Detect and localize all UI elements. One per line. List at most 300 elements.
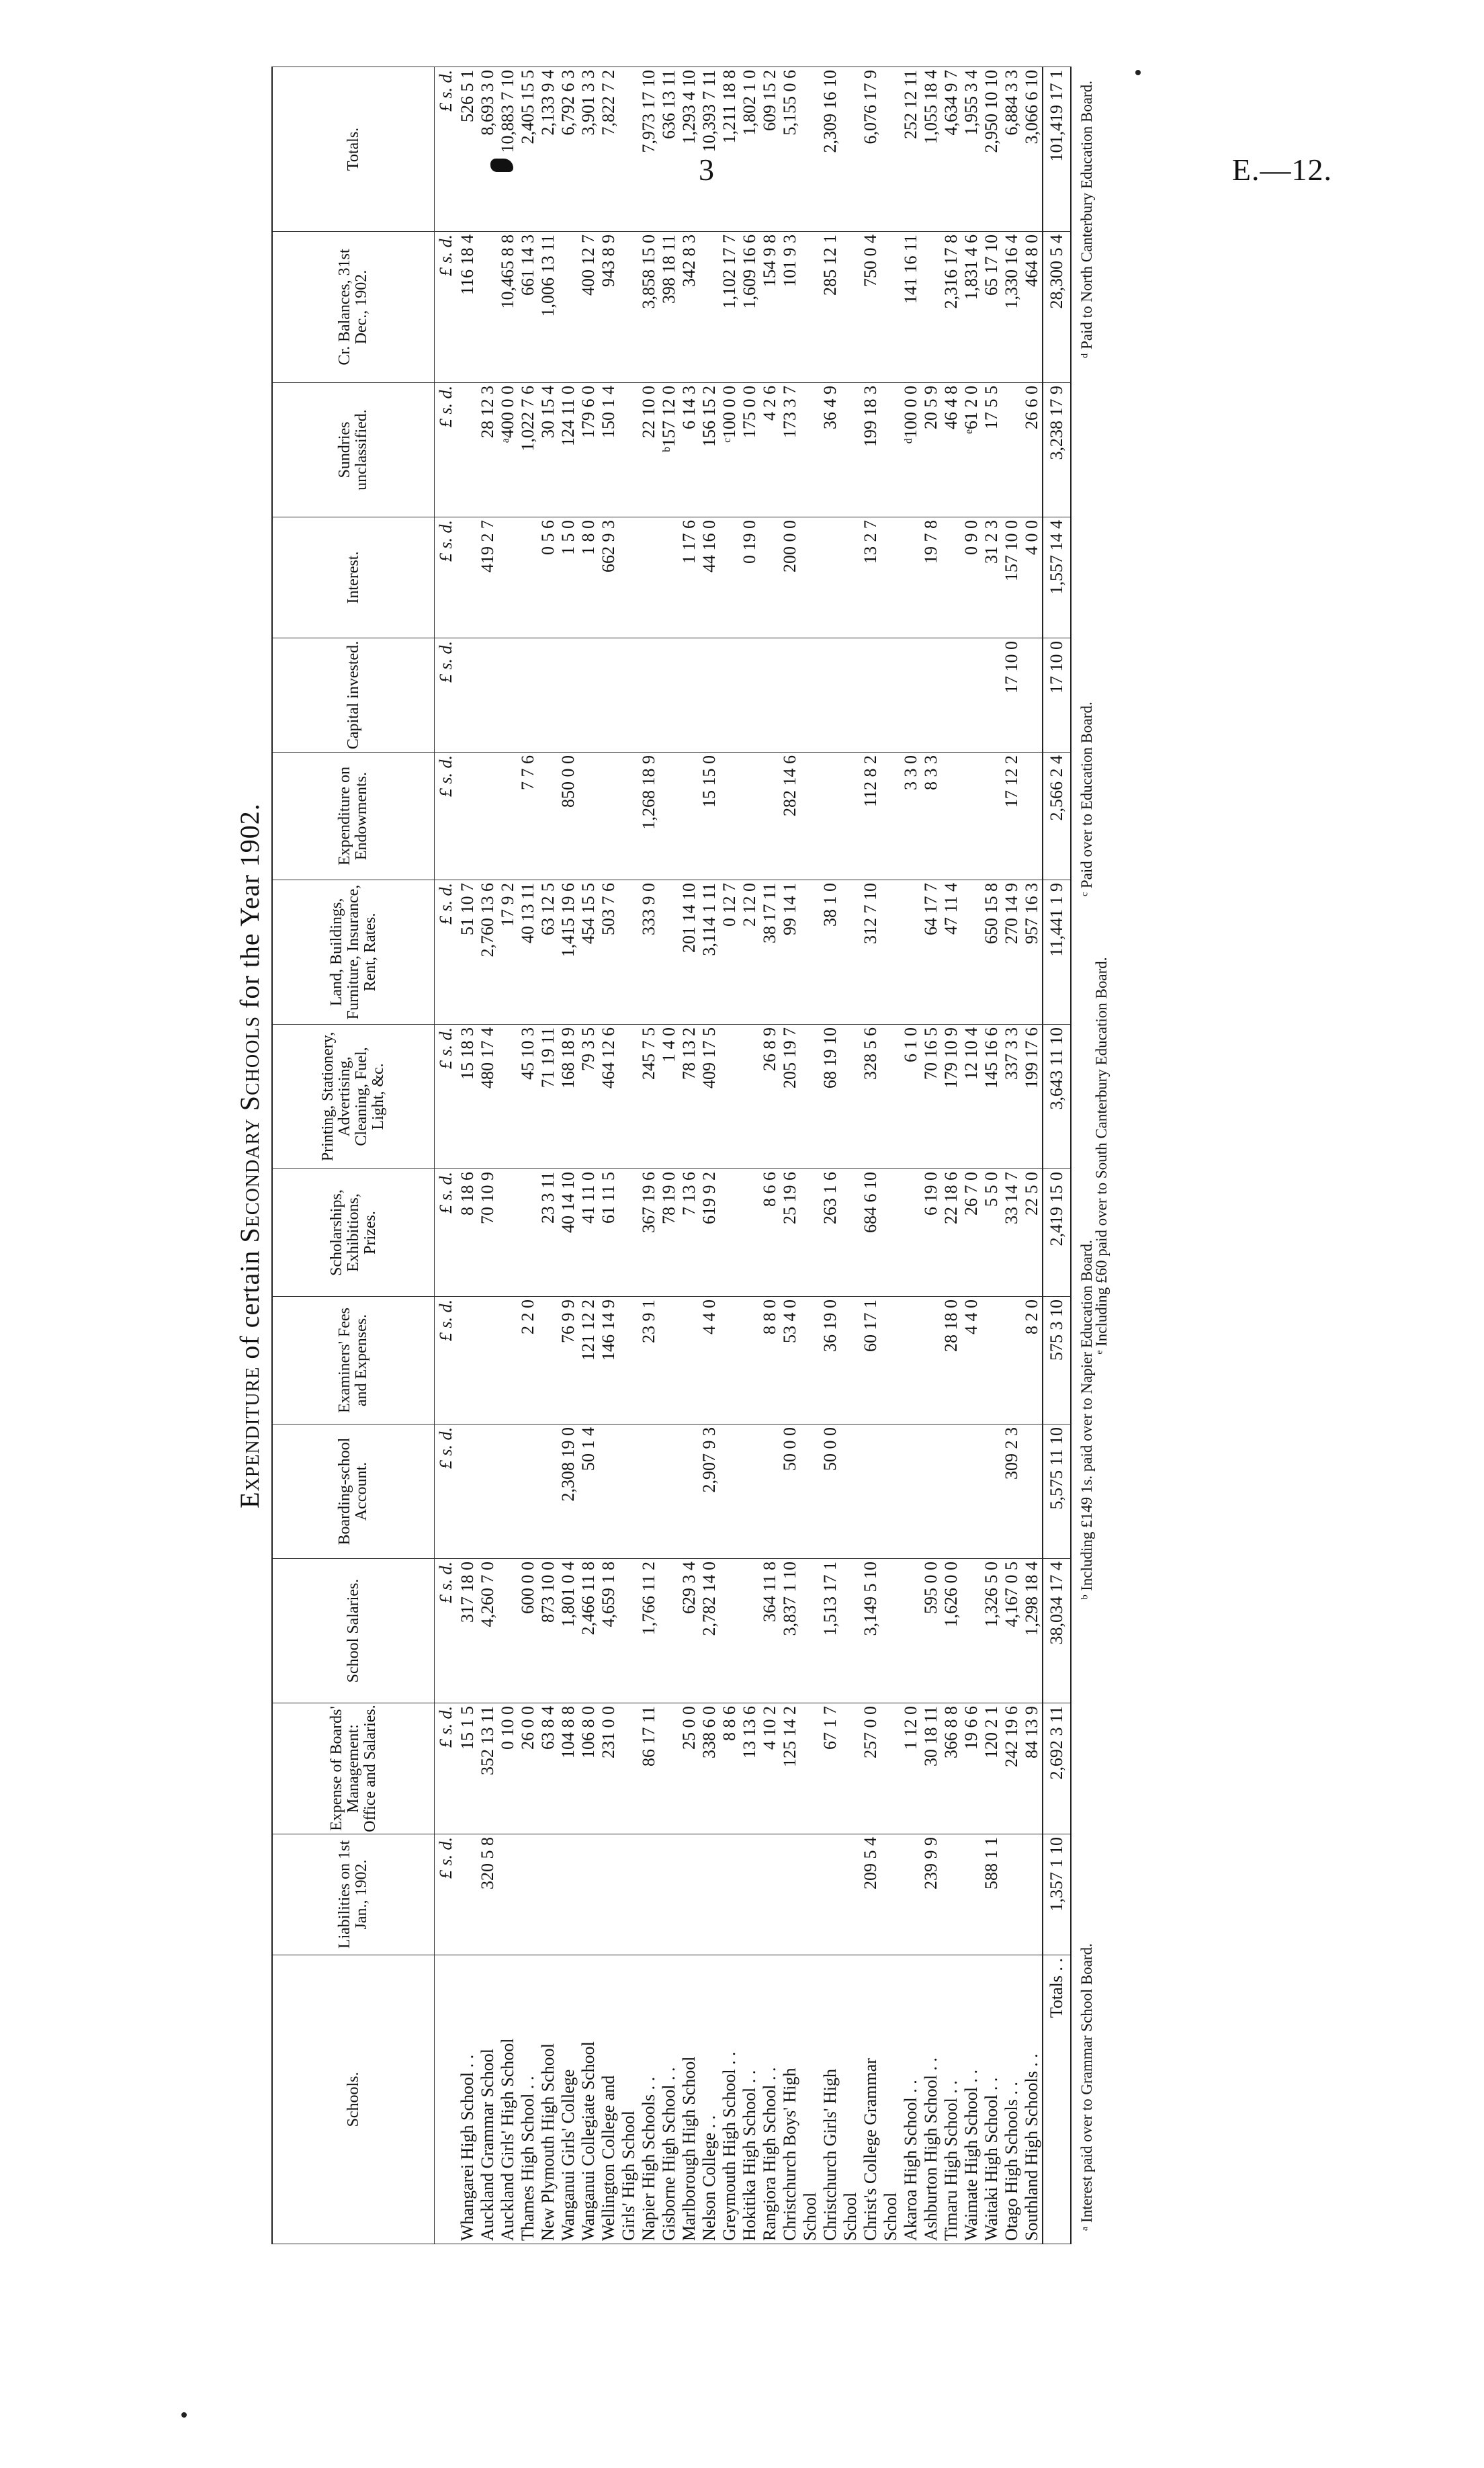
amount-cell <box>881 1297 901 1424</box>
amount-cell: 3,837 1 10 <box>780 1559 800 1703</box>
amount-cell <box>498 1834 518 1955</box>
amount-cell: 0 9 0 <box>961 517 981 638</box>
amount-cell <box>800 880 820 1025</box>
amount-cell <box>921 1297 941 1424</box>
amount-cell: 588 1 1 <box>981 1834 1002 1955</box>
footnote-a: ᵃ Interest paid over to Grammar School Board. <box>1078 1943 1095 2231</box>
amount-cell <box>457 1297 478 1424</box>
amount-cell: 26 8 9 <box>760 1025 780 1169</box>
amount-cell: 3 3 0 <box>901 753 921 880</box>
total-cell: 2,692 3 11 <box>1043 1703 1071 1834</box>
amount-cell <box>740 1424 760 1559</box>
amount-cell: 352 13 11 <box>478 1703 498 1834</box>
amount-cell <box>881 1025 901 1169</box>
school-name: Christchurch Girls' High <box>820 1955 840 2244</box>
amount-cell: 70 10 9 <box>478 1169 498 1297</box>
amount-cell <box>800 1169 820 1297</box>
amount-cell <box>457 753 478 880</box>
amount-cell: 30 15 4 <box>538 383 558 517</box>
column-header: Boarding-school Account. <box>272 1424 435 1559</box>
amount-cell: 36 4 9 <box>820 383 840 517</box>
amount-cell: 15 15 0 <box>699 753 719 880</box>
table-row <box>800 67 820 2244</box>
amount-cell <box>981 1424 1002 1559</box>
amount-cell <box>800 1834 820 1955</box>
footnote-d: ᵈ Paid to North Canterbury Education Board. <box>1078 81 1095 358</box>
amount-cell: 71 19 11 <box>538 1025 558 1169</box>
amount-cell <box>780 1834 800 1955</box>
amount-cell <box>457 383 478 517</box>
school-name: Waitaki High School . . <box>981 1955 1002 2244</box>
amount-cell <box>961 1834 981 1955</box>
amount-cell <box>981 753 1002 880</box>
amount-cell: 26 7 0 <box>961 1169 981 1297</box>
amount-cell <box>619 1834 639 1955</box>
school-name: Southland High Schools . . <box>1022 1955 1043 2244</box>
amount-cell: 419 2 7 <box>478 517 498 638</box>
amount-cell: 179 10 9 <box>941 1025 961 1169</box>
amount-cell: 2,133 9 4 <box>538 67 558 232</box>
amount-cell: 64 17 7 <box>921 880 941 1025</box>
unit-label: £ s. d. <box>435 1559 458 1703</box>
amount-cell <box>740 1559 760 1703</box>
amount-cell: 8 8 6 <box>719 1703 740 1834</box>
school-name: Thames High School . . <box>518 1955 538 2244</box>
amount-cell <box>619 880 639 1025</box>
amount-cell <box>558 1834 578 1955</box>
amount-cell: 1,801 0 4 <box>558 1559 578 1703</box>
amount-cell: 76 9 9 <box>558 1297 578 1424</box>
table-row <box>740 67 760 2244</box>
amount-cell <box>619 1559 639 1703</box>
amount-cell: 7,822 7 2 <box>599 67 619 232</box>
column-header: Printing, Stationery, Advertising, Cleaning, Fuel, Light, &c. <box>272 1025 435 1169</box>
amount-cell: 2,316 17 8 <box>941 232 961 383</box>
amount-cell: 4,260 7 0 <box>478 1559 498 1703</box>
amount-cell: 33 14 7 <box>1002 1169 1022 1297</box>
amount-cell: 38 17 11 <box>760 880 780 1025</box>
amount-cell: 661 14 3 <box>518 232 538 383</box>
amount-cell <box>760 638 780 753</box>
amount-cell <box>740 638 760 753</box>
amount-cell: 3,149 5 10 <box>861 1559 881 1703</box>
amount-cell: 146 14 9 <box>599 1297 619 1424</box>
column-header: Schools. <box>272 1955 435 2244</box>
amount-cell: 51 10 7 <box>457 880 478 1025</box>
amount-cell <box>619 1025 639 1169</box>
amount-cell: 67 1 7 <box>820 1703 840 1834</box>
amount-cell <box>679 1424 699 1559</box>
amount-cell <box>840 67 861 232</box>
amount-cell: 15 1 5 <box>457 1703 478 1834</box>
amount-cell <box>457 638 478 753</box>
header-row <box>272 67 435 2244</box>
amount-cell <box>1002 1834 1022 1955</box>
amount-cell: 252 12 11 <box>901 67 921 232</box>
amount-cell <box>719 1559 740 1703</box>
amount-cell: 312 7 10 <box>861 880 881 1025</box>
amount-cell <box>478 1297 498 1424</box>
column-header: Totals. <box>272 67 435 232</box>
amount-cell <box>457 517 478 638</box>
column-header: Expense of Boards' Management: Office and Salaries. <box>272 1703 435 1834</box>
amount-cell <box>659 880 679 1025</box>
amount-cell <box>498 517 518 638</box>
amount-cell <box>800 1297 820 1424</box>
amount-cell <box>1022 1834 1043 1955</box>
amount-cell: 15 18 3 <box>457 1025 478 1169</box>
total-cell: 2,419 15 0 <box>1043 1169 1071 1297</box>
amount-cell: 328 5 6 <box>861 1025 881 1169</box>
amount-cell: 8 2 0 <box>1022 1297 1043 1424</box>
amount-cell <box>780 638 800 753</box>
amount-cell <box>619 1169 639 1297</box>
amount-cell <box>881 1703 901 1834</box>
amount-cell <box>961 638 981 753</box>
amount-cell <box>498 753 518 880</box>
school-name: Hokitika High School . . <box>740 1955 760 2244</box>
amount-cell <box>840 880 861 1025</box>
total-cell: 17 10 0 <box>1043 638 1071 753</box>
amount-cell <box>719 1424 740 1559</box>
amount-cell: 78 19 0 <box>659 1169 679 1297</box>
amount-cell <box>619 67 639 232</box>
unit-label: £ s. d. <box>435 1424 458 1559</box>
amount-cell <box>961 753 981 880</box>
amount-cell <box>619 517 639 638</box>
amount-cell: 1,626 0 0 <box>941 1559 961 1703</box>
total-cell: 1,557 14 4 <box>1043 517 1071 638</box>
amount-cell: 199 17 6 <box>1022 1025 1043 1169</box>
school-name: Wanganui Girls' College <box>558 1955 578 2244</box>
amount-cell <box>881 753 901 880</box>
amount-cell: 333 9 0 <box>639 880 659 1025</box>
amount-cell: 201 14 10 <box>679 880 699 1025</box>
amount-cell: 1,268 18 9 <box>639 753 659 880</box>
table-row <box>498 67 518 2244</box>
amount-cell <box>981 638 1002 753</box>
amount-cell <box>498 1025 518 1169</box>
amount-cell <box>619 753 639 880</box>
title-rest: of certain <box>234 1242 265 1367</box>
school-name: School <box>840 1955 861 2244</box>
unit-label: £ s. d. <box>435 1169 458 1297</box>
amount-cell: 63 8 4 <box>538 1703 558 1834</box>
amount-cell: 199 18 3 <box>861 383 881 517</box>
table-row <box>457 67 478 2244</box>
amount-cell <box>719 1025 740 1169</box>
amount-cell: 23 9 1 <box>639 1297 659 1424</box>
amount-cell <box>599 753 619 880</box>
amount-cell <box>719 1169 740 1297</box>
amount-cell <box>538 638 558 753</box>
column-header: Liabilities on 1st Jan., 1902. <box>272 1834 435 1955</box>
amount-cell <box>599 1424 619 1559</box>
amount-cell: 619 9 2 <box>699 1169 719 1297</box>
amount-cell <box>961 1424 981 1559</box>
amount-cell <box>800 638 820 753</box>
amount-cell: 17 5 5 <box>981 383 1002 517</box>
amount-cell: 6 1 0 <box>901 1025 921 1169</box>
amount-cell: 40 13 11 <box>518 880 538 1025</box>
amount-cell: 4,634 9 7 <box>941 67 961 232</box>
amount-cell: 1 8 0 <box>578 517 599 638</box>
amount-cell <box>478 232 498 383</box>
amount-cell <box>840 1559 861 1703</box>
amount-cell: 209 5 4 <box>861 1834 881 1955</box>
amount-cell <box>961 880 981 1025</box>
amount-cell: 1,802 1 0 <box>740 67 760 232</box>
amount-cell <box>901 517 921 638</box>
amount-cell: 600 0 0 <box>518 1559 538 1703</box>
column-header: Sundries unclassified. <box>272 383 435 517</box>
table-row <box>599 67 619 2244</box>
amount-cell <box>820 638 840 753</box>
amount-cell <box>619 638 639 753</box>
amount-cell: 398 18 11 <box>659 232 679 383</box>
amount-cell <box>921 1424 941 1559</box>
units-row <box>435 67 458 2244</box>
unit-label <box>435 1955 458 2244</box>
column-header: Cr. Balances, 31st Dec., 1902. <box>272 232 435 383</box>
amount-cell: 125 14 2 <box>780 1703 800 1834</box>
amount-cell: 1 17 6 <box>679 517 699 638</box>
amount-cell <box>740 1025 760 1169</box>
amount-cell <box>518 638 538 753</box>
amount-cell <box>679 1834 699 1955</box>
amount-cell <box>740 753 760 880</box>
amount-cell <box>679 1297 699 1424</box>
amount-cell: 943 8 9 <box>599 232 619 383</box>
amount-cell <box>619 1703 639 1834</box>
amount-cell <box>881 1424 901 1559</box>
amount-cell: 2 2 0 <box>518 1297 538 1424</box>
table-row <box>619 67 639 2244</box>
school-name: Akaroa High School . . <box>901 1955 921 2244</box>
amount-cell: 141 16 11 <box>901 232 921 383</box>
amount-cell <box>599 1834 619 1955</box>
unit-label: £ s. d. <box>435 67 458 232</box>
amount-cell: 2,782 14 0 <box>699 1559 719 1703</box>
amount-cell: ᵇ157 12 0 <box>659 383 679 517</box>
amount-cell: 503 7 6 <box>599 880 619 1025</box>
amount-cell: 79 3 5 <box>578 1025 599 1169</box>
amount-cell: 1,022 7 6 <box>518 383 538 517</box>
amount-cell <box>881 67 901 232</box>
amount-cell: 231 0 0 <box>599 1703 619 1834</box>
amount-cell <box>861 1424 881 1559</box>
column-header: Interest. <box>272 517 435 638</box>
amount-cell: 1,609 16 6 <box>740 232 760 383</box>
amount-cell: 684 6 10 <box>861 1169 881 1297</box>
table-row <box>699 67 719 2244</box>
amount-cell: 145 16 6 <box>981 1025 1002 1169</box>
amount-cell <box>518 1834 538 1955</box>
amount-cell <box>719 638 740 753</box>
expenditure-table <box>271 67 1072 2244</box>
table-row <box>478 67 498 2244</box>
amount-cell: 20 5 9 <box>921 383 941 517</box>
amount-cell <box>478 1424 498 1559</box>
amount-cell <box>881 1559 901 1703</box>
school-name: Whangarei High School . . <box>457 1955 478 2244</box>
school-name: Marlborough High School <box>679 1955 699 2244</box>
table-row <box>921 67 941 2244</box>
table-row <box>1002 67 1022 2244</box>
amount-cell: 7,973 17 10 <box>639 67 659 232</box>
school-name: Timaru High School . . <box>941 1955 961 2244</box>
amount-cell: 8 18 6 <box>457 1169 478 1297</box>
table-row <box>840 67 861 2244</box>
amount-cell <box>820 1834 840 1955</box>
amount-cell: 464 12 6 <box>599 1025 619 1169</box>
amount-cell: 3,901 3 3 <box>578 67 599 232</box>
amount-cell <box>1002 1297 1022 1424</box>
amount-cell: 257 0 0 <box>861 1703 881 1834</box>
rotated-table-page <box>228 67 1384 2244</box>
amount-cell <box>699 1834 719 1955</box>
amount-cell: 65 17 10 <box>981 232 1002 383</box>
amount-cell <box>840 638 861 753</box>
amount-cell <box>659 1424 679 1559</box>
table-row <box>1022 67 1043 2244</box>
amount-cell: 17 10 0 <box>1002 638 1022 753</box>
amount-cell <box>679 753 699 880</box>
table-row <box>760 67 780 2244</box>
amount-cell: 26 6 0 <box>1022 383 1043 517</box>
school-name: Napier High Schools . . <box>639 1955 659 2244</box>
amount-cell <box>719 1297 740 1424</box>
amount-cell: ᵃ400 0 0 <box>498 383 518 517</box>
amount-cell <box>881 517 901 638</box>
amount-cell: 17 12 2 <box>1002 753 1022 880</box>
amount-cell <box>941 638 961 753</box>
amount-cell: 7 13 6 <box>679 1169 699 1297</box>
amount-cell <box>719 1834 740 1955</box>
amount-cell: 1 5 0 <box>558 517 578 638</box>
amount-cell: 0 5 6 <box>538 517 558 638</box>
amount-cell: 13 2 7 <box>861 517 881 638</box>
amount-cell <box>498 638 518 753</box>
table-row <box>538 67 558 2244</box>
amount-cell: 650 15 8 <box>981 880 1002 1025</box>
amount-cell: 173 3 7 <box>780 383 800 517</box>
amount-cell <box>639 1424 659 1559</box>
amount-cell: 13 13 6 <box>740 1703 760 1834</box>
amount-cell: 873 10 0 <box>538 1559 558 1703</box>
amount-cell: 8,693 3 0 <box>478 67 498 232</box>
title-small-caps: Secondary Schools <box>234 1015 265 1243</box>
column-header: Capital invested. <box>272 638 435 753</box>
table-row <box>518 67 538 2244</box>
column-header: School Salaries. <box>272 1559 435 1703</box>
amount-cell: 10,393 7 11 <box>699 67 719 232</box>
amount-cell: 409 17 5 <box>699 1025 719 1169</box>
amount-cell <box>840 1169 861 1297</box>
table-body <box>435 67 1072 2244</box>
school-name: Rangiora High School . . <box>760 1955 780 2244</box>
amount-cell: 480 17 4 <box>478 1025 498 1169</box>
amount-cell: 30 18 11 <box>921 1703 941 1834</box>
amount-cell <box>901 1559 921 1703</box>
amount-cell <box>840 1703 861 1834</box>
amount-cell <box>699 638 719 753</box>
total-cell: 5,575 11 10 <box>1043 1424 1071 1559</box>
amount-cell: 662 9 3 <box>599 517 619 638</box>
amount-cell <box>659 753 679 880</box>
amount-cell <box>961 1559 981 1703</box>
amount-cell: 28 12 3 <box>478 383 498 517</box>
amount-cell <box>760 753 780 880</box>
title-prefix: Expenditure <box>234 1366 265 1508</box>
amount-cell: 342 8 3 <box>679 232 699 383</box>
unit-label: £ s. d. <box>435 880 458 1025</box>
amount-cell <box>659 1834 679 1955</box>
amount-cell <box>699 232 719 383</box>
amount-cell: 337 3 3 <box>1002 1025 1022 1169</box>
amount-cell: 8 3 3 <box>921 753 941 880</box>
amount-cell <box>619 1424 639 1559</box>
amount-cell <box>457 1834 478 1955</box>
amount-cell <box>659 1559 679 1703</box>
amount-cell <box>800 1559 820 1703</box>
amount-cell: 50 0 0 <box>820 1424 840 1559</box>
amount-cell: 179 6 0 <box>578 383 599 517</box>
amount-cell: 1 4 0 <box>659 1025 679 1169</box>
amount-cell: 4 4 0 <box>699 1297 719 1424</box>
amount-cell: 2,907 9 3 <box>699 1424 719 1559</box>
amount-cell: 2,466 11 8 <box>578 1559 599 1703</box>
amount-cell <box>558 232 578 383</box>
amount-cell: 28 18 0 <box>941 1297 961 1424</box>
amount-cell: 750 0 4 <box>861 232 881 383</box>
table-row <box>881 67 901 2244</box>
total-cell: 2,566 2 4 <box>1043 753 1071 880</box>
amount-cell: 0 10 0 <box>498 1703 518 1834</box>
amount-cell <box>800 232 820 383</box>
school-name: School <box>881 1955 901 2244</box>
amount-cell <box>840 1025 861 1169</box>
amount-cell: 595 0 0 <box>921 1559 941 1703</box>
total-cell: 101,419 17 1 <box>1043 67 1071 232</box>
total-cell: 28,300 5 4 <box>1043 232 1071 383</box>
amount-cell: 629 3 4 <box>679 1559 699 1703</box>
amount-cell: 6 14 3 <box>679 383 699 517</box>
amount-cell <box>921 638 941 753</box>
table-row <box>639 67 659 2244</box>
amount-cell <box>941 753 961 880</box>
school-name: School <box>800 1955 820 2244</box>
school-name: Otago High Schools . . <box>1002 1955 1022 2244</box>
amount-cell <box>538 1424 558 1559</box>
amount-cell: 25 19 6 <box>780 1169 800 1297</box>
amount-cell <box>760 517 780 638</box>
school-name: Gisborne High School . . <box>659 1955 679 2244</box>
amount-cell: 50 1 4 <box>578 1424 599 1559</box>
amount-cell <box>1002 383 1022 517</box>
unit-label: £ s. d. <box>435 232 458 383</box>
amount-cell: 200 0 0 <box>780 517 800 638</box>
amount-cell: 1,831 4 6 <box>961 232 981 383</box>
amount-cell <box>1022 638 1043 753</box>
amount-cell: 116 18 4 <box>457 232 478 383</box>
amount-cell <box>659 638 679 753</box>
amount-cell <box>941 1834 961 1955</box>
amount-cell: 124 11 0 <box>558 383 578 517</box>
school-name: Nelson College . . <box>699 1955 719 2244</box>
amount-cell: 285 12 1 <box>820 232 840 383</box>
total-cell: 11,441 1 9 <box>1043 880 1071 1025</box>
